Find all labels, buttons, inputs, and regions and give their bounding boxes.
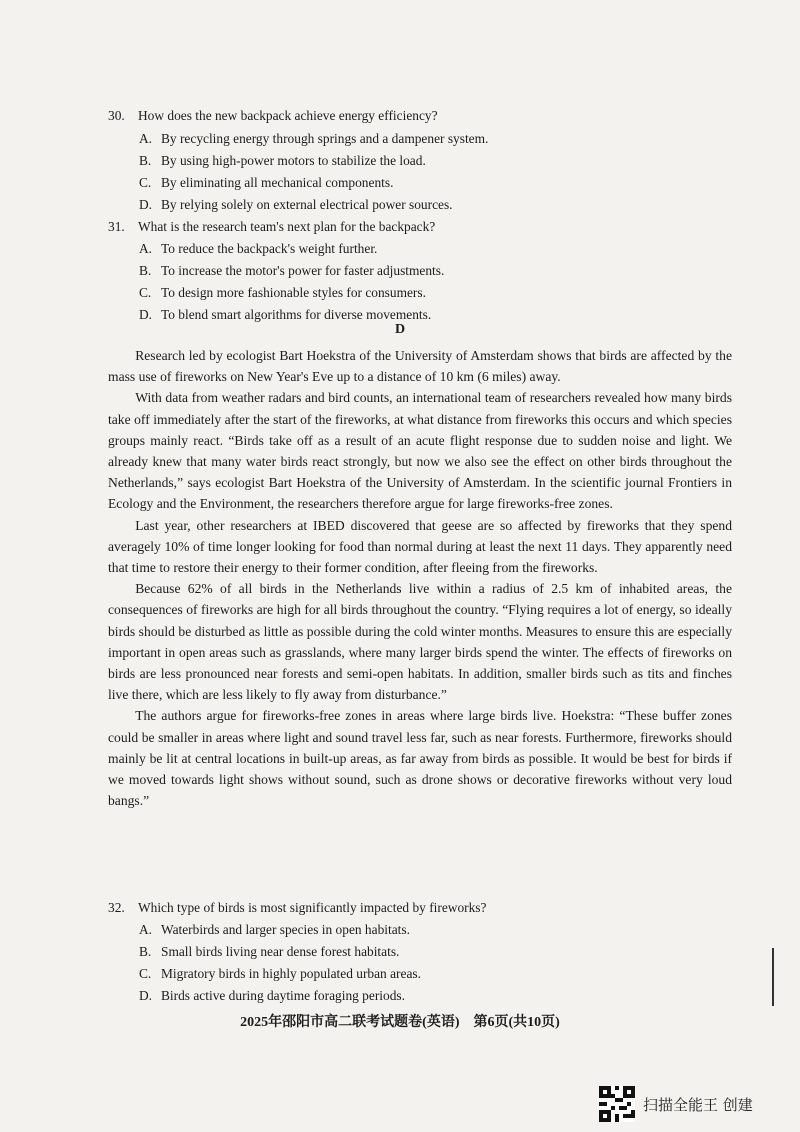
option-31-a <box>139 239 377 259</box>
option-text: To increase the motor's power for faster adjustments. <box>161 263 445 278</box>
paragraph: Research led by ecologist Bart Hoekstra of the University of Amsterdam shows that birds are affected by the mass use of fireworks on New Year's Eve up to a distance of 10 km (6 miles) away. <box>108 348 732 385</box>
paragraph: With data from weather radars and bird counts, an international team of researchers revealed how many birds take off immediately after the start of the fireworks, at what distance from fireworks this occurs and which species groups mainly react. “Birds take off as a result of an acute flight response due to sudden noise and light. We already knew that many water birds react strongly, but now we also see the effect on other birds throughout the Netherlands,” says ecologist Bart Hoekstra of the University of Amsterdam. In the scientific journal Frontiers in Ecology and the Environment, the researchers therefore argue for large fireworks-free zones. <box>108 390 732 512</box>
option-text: By relying solely on external electrical power sources. <box>161 197 453 212</box>
option-text: Waterbirds and larger species in open habitats. <box>161 922 410 937</box>
question-30 <box>108 106 438 126</box>
option-letter: B. <box>139 263 152 278</box>
scan-edge-line <box>772 948 774 1006</box>
option-text: By using high-power motors to stabilize the load. <box>161 153 426 168</box>
option-letter: A. <box>139 131 153 146</box>
option-30-d <box>139 195 453 215</box>
option-letter: C. <box>139 175 152 190</box>
paragraph: Because 62% of all birds in the Netherlands live within a radius of 2.5 km of inhabited areas, the consequences of fireworks are high for all birds throughout the country. “Flying requires a lot of energy, so ideally birds should be disturbed as little as possible during the cold winter months. Measures to ensure this are especially important in open areas such as grasslands, where many larger birds spend the winter. The effects of fireworks on birds are less pronounced near forests and semi-open habitats. In addition, smaller birds such as tits and finches live there, which are less likely to fly away from disturbance.” <box>108 581 732 703</box>
option-letter: C. <box>139 966 152 981</box>
question-number: 31. <box>108 219 125 234</box>
option-31-c <box>139 283 426 303</box>
question-31 <box>108 217 435 237</box>
option-text: By recycling energy through springs and a dampener system. <box>161 131 489 146</box>
question-32 <box>108 898 486 918</box>
option-text: To reduce the backpack's weight further. <box>161 241 378 256</box>
option-text: To blend smart algorithms for diverse movements. <box>161 307 432 322</box>
option-text: Birds active during daytime foraging periods. <box>161 988 405 1003</box>
option-letter: C. <box>139 285 152 300</box>
option-letter: A. <box>139 241 153 256</box>
option-text: Migratory birds in highly populated urban areas. <box>161 966 421 981</box>
option-text: Small birds living near dense forest habitats. <box>161 944 400 959</box>
question-text: What is the research team's next plan for the backpack? <box>138 219 436 234</box>
option-30-c <box>139 173 393 193</box>
page-footer: 2025年邵阳市高二联考试题卷(英语) 第6页(共10页) <box>240 1015 560 1030</box>
scanner-watermark <box>599 1086 753 1122</box>
reading-passage <box>108 345 732 811</box>
question-text: How does the new backpack achieve energy efficiency? <box>138 108 438 123</box>
option-letter: B. <box>139 153 152 168</box>
option-letter: D. <box>139 307 153 322</box>
qr-code-icon <box>599 1086 635 1122</box>
option-text: By eliminating all mechanical components. <box>161 175 394 190</box>
option-text: To design more fashionable styles for consumers. <box>161 285 426 300</box>
option-30-b <box>139 151 426 171</box>
option-32-a <box>139 920 410 940</box>
question-number: 30. <box>108 108 125 123</box>
watermark-text: 扫描全能王 创建 <box>643 1095 753 1114</box>
question-number: 32. <box>108 900 125 915</box>
section-heading: D <box>394 322 406 337</box>
option-32-d <box>139 986 405 1006</box>
question-text: Which type of birds is most significantly impacted by fireworks? <box>138 900 487 915</box>
option-letter: A. <box>139 922 153 937</box>
option-32-b <box>139 942 399 962</box>
option-32-c <box>139 964 421 984</box>
option-31-b <box>139 261 444 281</box>
paragraph: Last year, other researchers at IBED discovered that geese are so affected by fireworks that they spend averagely 10% of time longer looking for food than normal during at least the next 11 days. They apparently need that time to restore their energy to their former condition, after fleeing from the fireworks. <box>108 517 732 576</box>
option-letter: D. <box>139 988 153 1003</box>
option-letter: D. <box>139 197 153 212</box>
option-30-a <box>139 129 488 149</box>
option-letter: B. <box>139 944 152 959</box>
paragraph: The authors argue for fireworks-free zones in areas where large birds live. Hoekstra: “These buffer zones could be smaller in areas where light and sound travel less far, such as near forests. Furthermore, fireworks should mainly be lit at central locations in built-up areas, as far away from birds as possible. It would be best for birds if we moved towards light shows without sound, such as drone shows or decorative fireworks without very loud bangs.” <box>108 708 732 809</box>
